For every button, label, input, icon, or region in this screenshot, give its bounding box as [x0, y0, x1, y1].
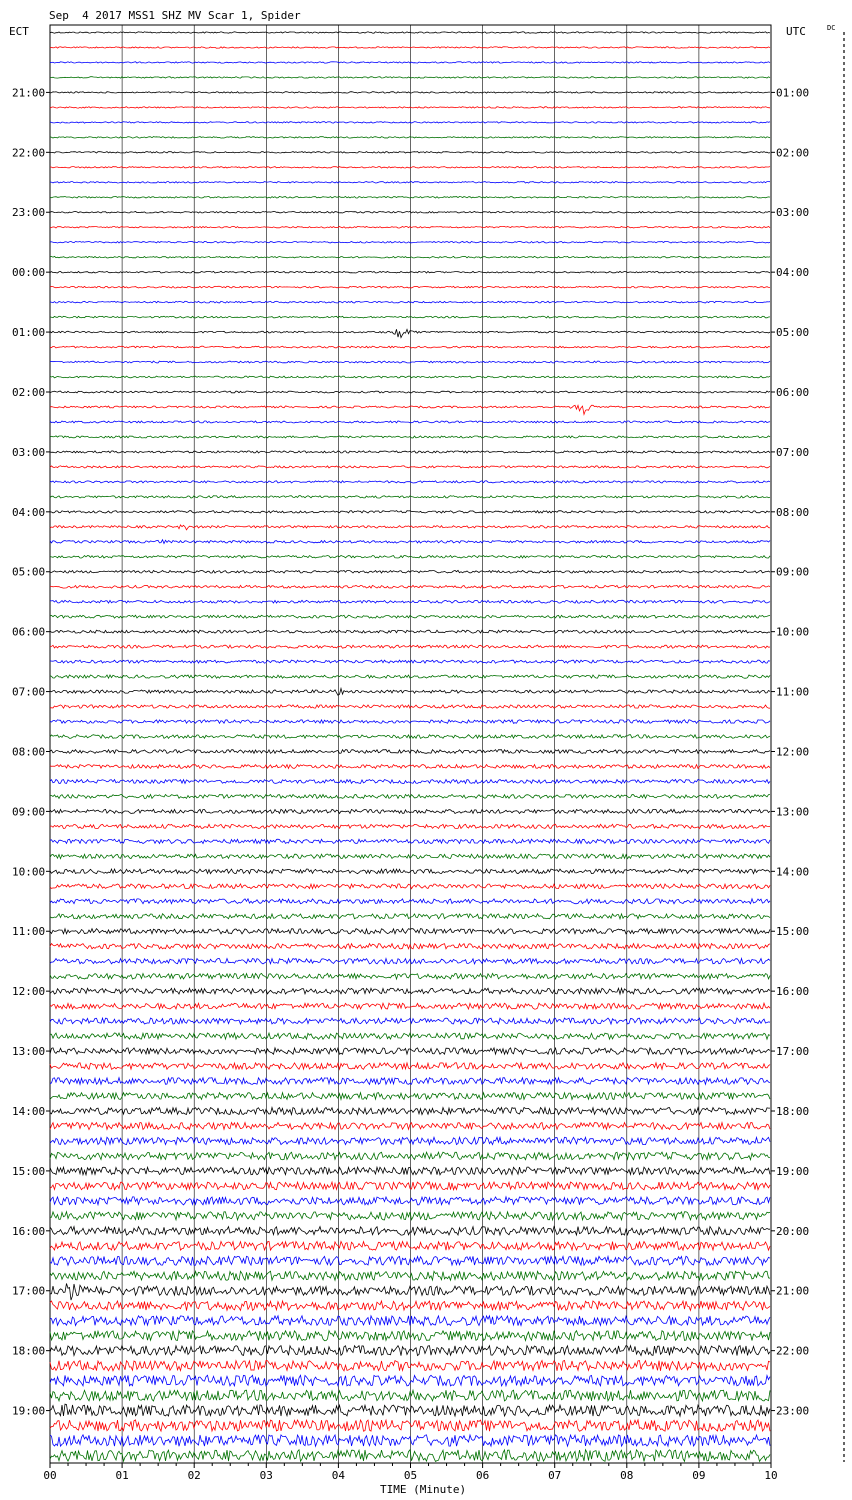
- seismic-trace: [50, 1227, 770, 1236]
- left-hour-label: 11:00: [12, 925, 46, 939]
- seismic-trace: [50, 1301, 770, 1311]
- right-hour-label: 15:00: [776, 925, 810, 939]
- seismic-trace: [50, 1242, 770, 1251]
- seismic-trace: [50, 1152, 770, 1160]
- left-hour-label: 23:00: [12, 206, 46, 220]
- seismic-trace: [50, 1093, 770, 1100]
- left-hour-label: 12:00: [12, 985, 46, 999]
- seismic-trace: [50, 1048, 770, 1054]
- seismic-trace: [50, 481, 770, 483]
- seismic-trace: [50, 914, 770, 919]
- seismic-trace: [50, 570, 770, 573]
- dc-label: DC: [827, 24, 836, 32]
- seismic-trace: [50, 839, 770, 843]
- x-tick-label: 09: [692, 1469, 706, 1482]
- seismic-trace: [50, 1404, 770, 1416]
- seismic-trace: [50, 735, 770, 739]
- left-hour-label: 08:00: [12, 745, 46, 759]
- seismic-trace: [50, 705, 770, 708]
- left-hour-label: 16:00: [12, 1224, 46, 1238]
- seismic-trace: [50, 346, 770, 348]
- chart-title: Sep 4 2017 MSS1 SHZ MV Scar 1, Spider: [49, 9, 301, 22]
- left-hour-label: 06:00: [12, 625, 46, 639]
- seismic-trace: [50, 1137, 770, 1144]
- seismic-trace: [50, 869, 770, 874]
- seismic-trace: [50, 92, 770, 93]
- right-hour-label: 04:00: [776, 266, 810, 280]
- seismic-trace: [50, 1256, 770, 1265]
- x-tick-label: 06: [475, 1469, 490, 1482]
- seismic-trace: [50, 1390, 770, 1401]
- seismic-trace: [50, 854, 770, 859]
- x-tick-label: 01: [115, 1469, 129, 1482]
- seismic-trace: [50, 256, 770, 258]
- left-hour-label: 00:00: [12, 266, 46, 280]
- seismic-trace: [50, 122, 770, 123]
- seismic-trace: [50, 929, 770, 934]
- left-hour-label: 10:00: [12, 865, 46, 879]
- seismic-trace: [50, 824, 770, 828]
- seismic-trace: [50, 1360, 770, 1370]
- seismic-trace: [50, 615, 770, 618]
- seismic-trace: [50, 1003, 770, 1009]
- x-tick-label: 03: [259, 1469, 273, 1482]
- seismic-trace: [50, 1033, 770, 1039]
- left-hour-label: 21:00: [12, 86, 46, 100]
- seismic-trace: [50, 1420, 770, 1431]
- seismic-trace: [50, 1122, 770, 1129]
- seismic-trace: [50, 1375, 770, 1386]
- seismic-trace: [50, 182, 770, 183]
- seismic-trace: [50, 525, 770, 530]
- seismic-trace: [50, 660, 770, 663]
- seismic-trace: [50, 241, 770, 243]
- seismic-trace: [50, 1212, 770, 1220]
- left-hour-label: 13:00: [12, 1045, 46, 1059]
- right-hour-label: 10:00: [776, 625, 810, 639]
- seismic-trace: [50, 137, 770, 139]
- right-hour-label: 06:00: [776, 385, 810, 399]
- seismic-trace: [50, 107, 770, 108]
- seismic-trace: [50, 316, 770, 318]
- left-hour-label: 02:00: [12, 385, 46, 399]
- x-tick-label: 08: [620, 1469, 634, 1482]
- right-hour-label: 13:00: [776, 805, 810, 819]
- seismic-trace: [50, 511, 770, 513]
- seismic-trace: [50, 466, 770, 468]
- left-hour-label: 04:00: [12, 505, 46, 519]
- seismic-trace: [50, 720, 770, 724]
- left-hour-label: 15:00: [12, 1164, 46, 1178]
- seismic-trace: [50, 62, 770, 63]
- seismic-trace: [50, 809, 770, 813]
- left-timezone-label: ECT: [9, 25, 29, 38]
- seismic-trace: [50, 780, 770, 784]
- seismic-trace: [50, 540, 770, 544]
- seismic-trace: [50, 152, 770, 153]
- right-hour-label: 22:00: [776, 1344, 810, 1358]
- right-hour-label: 02:00: [776, 146, 810, 160]
- seismic-trace: [50, 1197, 770, 1205]
- seismic-trace: [50, 167, 770, 168]
- seismic-trace: [50, 77, 770, 78]
- right-hour-label: 14:00: [776, 865, 810, 879]
- seismic-trace: [50, 329, 770, 337]
- seismic-trace: [50, 944, 770, 949]
- seismic-trace: [50, 301, 770, 303]
- seismic-trace: [50, 361, 770, 363]
- seismic-trace: [50, 1284, 770, 1301]
- seismic-trace: [50, 496, 770, 498]
- seismic-trace: [50, 197, 770, 199]
- seismic-trace: [50, 212, 770, 214]
- seismic-trace: [50, 794, 770, 798]
- x-tick-label: 05: [403, 1469, 418, 1482]
- right-hour-label: 09:00: [776, 565, 810, 579]
- left-hour-label: 03:00: [12, 445, 46, 459]
- seismic-trace: [50, 1450, 770, 1462]
- seismic-trace: [50, 1182, 770, 1190]
- seismic-trace: [50, 1316, 770, 1326]
- seismic-trace: [50, 750, 770, 754]
- left-hour-label: 09:00: [12, 805, 46, 819]
- seismic-trace: [50, 1108, 770, 1115]
- seismic-trace: [50, 959, 770, 964]
- seismic-trace: [50, 47, 770, 48]
- seismic-trace: [50, 630, 770, 633]
- seismic-trace: [50, 988, 770, 994]
- seismic-trace: [50, 1078, 770, 1085]
- seismic-trace: [50, 1346, 770, 1356]
- left-hour-label: 14:00: [12, 1104, 46, 1118]
- right-hour-label: 07:00: [776, 445, 810, 459]
- x-tick-label: 10: [764, 1469, 778, 1482]
- right-hour-label: 20:00: [776, 1224, 810, 1238]
- left-hour-label: 05:00: [12, 565, 46, 579]
- right-hour-label: 11:00: [776, 685, 810, 699]
- seismic-trace: [50, 421, 770, 423]
- x-tick-label: 00: [43, 1469, 57, 1482]
- seismic-trace: [50, 227, 770, 229]
- right-hour-label: 01:00: [776, 86, 810, 100]
- right-hour-label: 19:00: [776, 1164, 810, 1178]
- seismic-trace: [50, 645, 770, 648]
- left-hour-label: 07:00: [12, 685, 46, 699]
- seismic-trace: [50, 556, 770, 559]
- seismic-trace: [50, 973, 770, 979]
- seismic-trace: [50, 391, 770, 393]
- right-hour-label: 21:00: [776, 1284, 810, 1298]
- seismic-trace: [50, 765, 770, 769]
- right-timezone-label: UTC: [786, 25, 806, 38]
- seismic-trace: [50, 884, 770, 889]
- x-tick-label: 07: [548, 1469, 562, 1482]
- left-hour-label: 18:00: [12, 1344, 46, 1358]
- x-tick-label: 04: [331, 1469, 346, 1482]
- left-hour-label: 22:00: [12, 146, 46, 160]
- seismic-trace: [50, 585, 770, 588]
- right-hour-label: 23:00: [776, 1404, 810, 1418]
- right-hour-label: 12:00: [776, 745, 810, 759]
- seismic-trace: [50, 436, 770, 438]
- seismic-trace: [50, 1435, 770, 1447]
- x-tick-label: 02: [187, 1469, 201, 1482]
- left-hour-label: 19:00: [12, 1404, 46, 1418]
- seismic-trace: [50, 405, 770, 414]
- right-hour-label: 05:00: [776, 326, 810, 340]
- seismic-trace: [50, 286, 770, 288]
- seismic-trace: [50, 32, 770, 33]
- seismic-trace: [50, 1167, 770, 1175]
- right-hour-label: 18:00: [776, 1104, 810, 1118]
- left-hour-label: 17:00: [12, 1284, 46, 1298]
- seismic-trace: [50, 688, 770, 695]
- seismic-trace: [50, 271, 770, 273]
- left-hour-label: 01:00: [12, 326, 46, 340]
- seismic-trace: [50, 451, 770, 453]
- right-hour-label: 16:00: [776, 985, 810, 999]
- seismic-trace: [50, 1018, 770, 1024]
- seismic-trace: [50, 1063, 770, 1070]
- seismic-trace: [50, 899, 770, 904]
- right-hour-label: 08:00: [776, 505, 810, 519]
- right-hour-label: 17:00: [776, 1045, 810, 1059]
- right-hour-label: 03:00: [776, 206, 810, 220]
- x-axis-label: TIME (Minute): [380, 1483, 467, 1496]
- seismic-trace: [50, 376, 770, 378]
- seismic-trace: [50, 1271, 770, 1280]
- seismic-trace: [50, 1331, 770, 1341]
- seismic-trace: [50, 675, 770, 678]
- seismic-trace: [50, 600, 770, 603]
